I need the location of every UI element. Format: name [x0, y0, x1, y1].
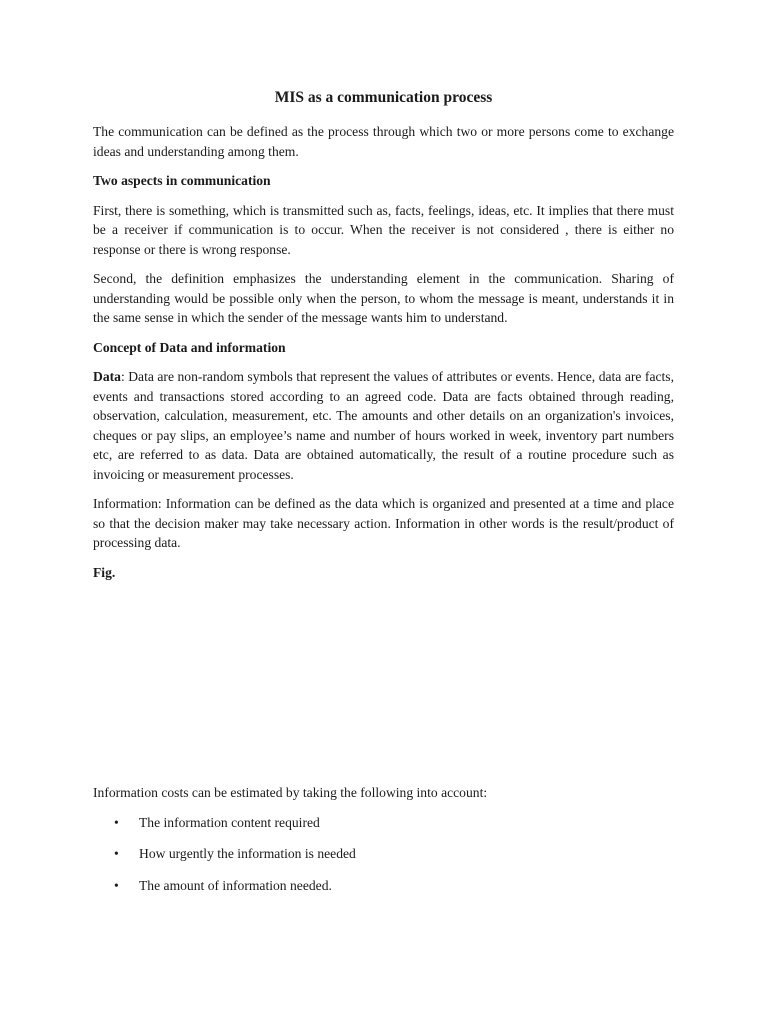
list-item — [93, 813, 674, 833]
paragraph-data-definition — [93, 367, 674, 484]
intro-paragraph: The communication can be defined as the process through which two or more persons come to exchange ideas and understanding among them. — [93, 124, 674, 159]
paragraph-information-definition: Information: Information can be defined as the data which is organized and presented at a time and place so that the decision maker may take necessary action. Information in other words is the result/product of processing data. — [93, 496, 674, 550]
list-item — [93, 844, 674, 864]
document-title: MIS as a communication process — [274, 89, 493, 106]
figure-placeholder — [93, 592, 674, 783]
list-item-text: How urgently the information is needed — [139, 846, 356, 861]
bullet-symbol: • — [114, 877, 119, 893]
data-term-label: Data — [93, 369, 121, 384]
data-definition-text: : Data are non-random symbols that represent the values of attributes or events. Hence, data are facts, events and transactions stored according to an agreed code. Data are facts obtained through reading, observation, calculation, measurement, etc. The amounts and other details on an organization's invoices, cheques or pay slips, an employee’s name and number of hours worked in week, inventory part numbers etc, are referred to as data. Data are obtained automatically, the result of a routine procedure such as invoicing or measurement processes. — [93, 369, 674, 482]
heading-concept-data-information: Concept of Data and information — [93, 339, 286, 355]
list-item — [93, 876, 674, 896]
bullet-symbol: • — [114, 814, 119, 830]
figure-label: Fig. — [93, 564, 116, 580]
document-page — [93, 88, 674, 907]
list-item-text: The information content required — [139, 814, 320, 830]
list-item-text: The amount of information needed. — [139, 877, 332, 893]
paragraph-first-aspect: First, there is something, which is transmitted such as, facts, feelings, ideas, etc. It implies that there must be a receiver if communication is to occur. When the receiver is not considered , there is either no response or there is wrong response. — [93, 202, 674, 257]
bullet-list — [93, 813, 674, 896]
bullet-symbol: • — [114, 846, 119, 861]
paragraph-second-aspect: Second, the definition emphasizes the understanding element in the communication. Sharing of understanding would be possible only when the person, to whom the message is meant, understands it in the same sense in which the sender of the message wants him to understand. — [93, 271, 674, 325]
heading-two-aspects: Two aspects in communication — [93, 173, 271, 188]
paragraph-costs-intro: Information costs can be estimated by taking the following into account: — [93, 785, 488, 800]
